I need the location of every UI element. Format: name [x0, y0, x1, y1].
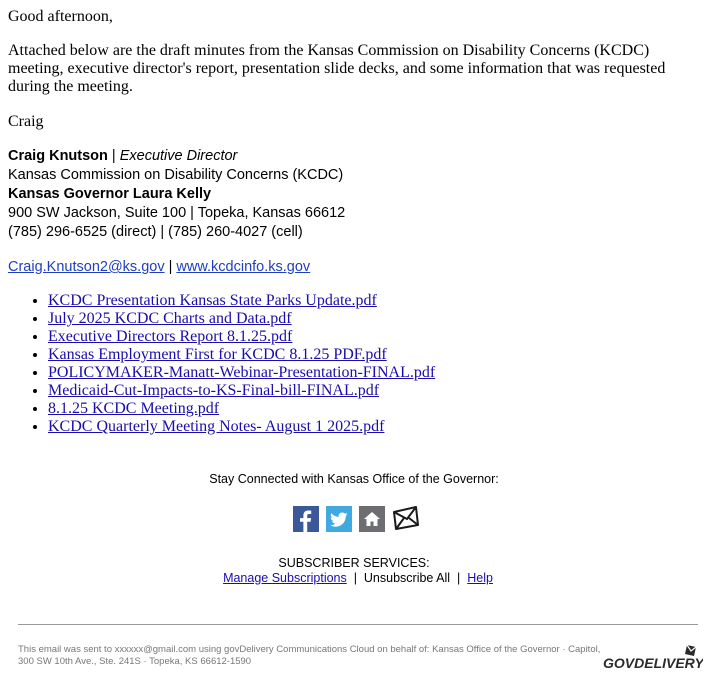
unsubscribe-all-link[interactable]: Unsubscribe All [363, 571, 451, 585]
attachment-link[interactable]: 8.1.25 KCDC Meeting.pdf [48, 400, 220, 417]
attachment-link[interactable]: Kansas Employment First for KCDC 8.1.25 PDF.pdf [48, 346, 387, 363]
signoff: Craig [8, 113, 44, 130]
link-separator: | [164, 259, 177, 275]
attachment-link[interactable]: KCDC Quarterly Meeting Notes- August 1 2025.pdf [48, 418, 385, 435]
separator: | [457, 571, 461, 585]
footer-divider [18, 624, 698, 625]
list-item [48, 292, 435, 310]
attachment-link[interactable]: Executive Directors Report 8.1.25.pdf [48, 328, 293, 345]
website-link[interactable]: www.kcdcinfo.ks.gov [176, 259, 311, 275]
signature-title: Executive Director [119, 148, 238, 164]
home-icon[interactable] [359, 506, 385, 532]
attachment-link[interactable]: KCDC Presentation Kansas State Parks Update.pdf [48, 292, 377, 309]
signature-phones: (785) 296-6525 (direct) | (785) 260-4027 (cell) [8, 224, 303, 240]
list-item [48, 418, 435, 436]
email-intro: Attached below are the draft minutes from the Kansas Commission on Disability Concerns (KCDC) meeting, executive director's report, presentation slide decks, and some information that was requested during the meeting. [8, 42, 666, 95]
brand-text: GOVDELIVERY [603, 655, 703, 671]
manage-subscriptions-link[interactable]: Manage Subscriptions [223, 571, 347, 585]
signature-governor: Kansas Governor Laura Kelly [8, 186, 212, 202]
email-envelope-icon[interactable] [392, 504, 420, 532]
email-link[interactable]: Craig.Knutson2@ks.gov [8, 259, 165, 275]
twitter-icon[interactable] [326, 506, 352, 532]
list-item [48, 364, 435, 382]
greeting: Good afternoon, [8, 8, 113, 25]
signature-block [8, 147, 345, 242]
list-item [48, 328, 435, 346]
sent-notice: This email was sent to xxxxxx@gmail.com using govDelivery Communications Cloud on behalf of: Kansas Office of the Governor · Capitol, 300 SW 10th Ave., Ste. 241S · Topeka, KS 66612-1590 [18, 644, 601, 667]
subscriber-services-label: SUBSCRIBER SERVICES: [278, 556, 430, 570]
list-item [48, 400, 435, 418]
attachment-link[interactable]: POLICYMAKER-Manatt-Webinar-Presentation-FINAL.pdf [48, 364, 436, 381]
separator: | [353, 571, 357, 585]
list-item [48, 382, 435, 400]
help-link[interactable]: Help [467, 571, 493, 585]
attachment-list [8, 292, 435, 436]
signature-address: 900 SW Jackson, Suite 100 | Topeka, Kansas 66612 [8, 205, 346, 221]
govdelivery-logo [603, 643, 703, 673]
contact-links [8, 258, 310, 277]
signature-name-line [8, 147, 345, 166]
attachment-link[interactable]: July 2025 KCDC Charts and Data.pdf [48, 310, 292, 327]
signature-name: Craig Knutson [8, 148, 108, 164]
signature-org: Kansas Commission on Disability Concerns (KCDC) [8, 167, 344, 183]
list-item [48, 346, 435, 364]
stay-connected-label: Stay Connected with Kansas Office of the Governor: [209, 472, 499, 486]
facebook-icon[interactable] [293, 506, 319, 532]
attachment-link[interactable]: Medicaid-Cut-Impacts-to-KS-Final-bill-FINAL.pdf [48, 382, 380, 399]
signature-separator: | [107, 148, 120, 164]
subscriber-links [0, 571, 708, 585]
list-item [48, 310, 435, 328]
